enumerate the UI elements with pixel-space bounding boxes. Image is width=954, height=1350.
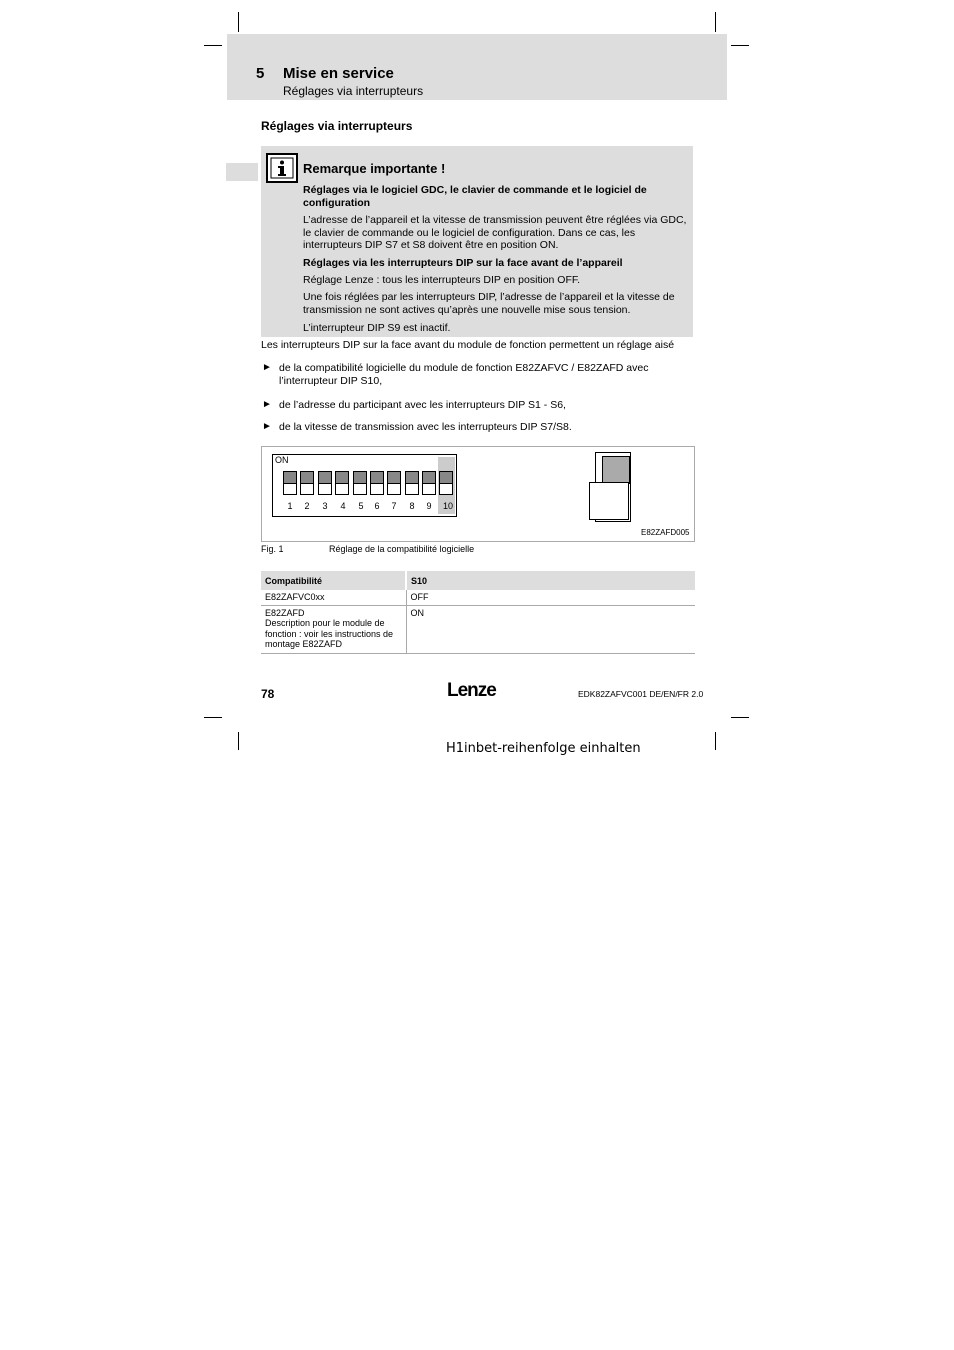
chapter-title: Mise en service (283, 65, 394, 82)
switch-number: 10 (442, 501, 453, 511)
note-title: Remarque importante ! (303, 161, 446, 176)
page-number: 78 (261, 687, 275, 701)
note-paragraph: L’adresse de l’appareil et la vitesse de transmission peuvent être réglées via GDC, le clavier de commande ou le logiciel de configuration. Dans ce cas, les interrupteurs DIP S7 et S8 doivent être en position ON. (303, 214, 687, 251)
crop-mark (238, 732, 239, 750)
switch-number: 5 (358, 501, 364, 511)
compatibility-table (261, 571, 695, 654)
list-item: de la compatibilité logicielle du module de fonction E82ZAFVC / E82ZAFD avec l’interrupteur DIP S10, (279, 362, 649, 387)
crop-mark (731, 717, 749, 718)
switch-number: 8 (409, 501, 415, 511)
switch-detail-on-zone (602, 456, 630, 484)
dip-on-label: ON (275, 455, 289, 465)
document-code: EDK82ZAFVC001 DE/EN/FR 2.0 (578, 689, 704, 699)
note-heading-dip: Réglages via les interrupteurs DIP sur la face avant de l’appareil (303, 257, 623, 269)
chapter-number: 5 (256, 65, 265, 82)
switch-number: 1 (287, 501, 293, 511)
lenze-logo: Lenze (447, 680, 496, 701)
switch-number: 3 (322, 501, 328, 511)
intro-paragraph: Les interrupteurs DIP sur la face avant du module de fonction permettent un réglage aisé (261, 339, 675, 351)
note-paragraph: Une fois réglées par les interrupteurs DIP, l’adresse de l’appareil et la vitesse de transmission ne sont actives qu’après une nouvelle mise sous tension. (303, 291, 675, 316)
bullet-arrow-icon: ► (262, 362, 272, 373)
figure-code: E82ZAFD005 (641, 528, 690, 537)
note-heading-software: Réglages via le logiciel GDC, le clavier de commande et le logiciel de configuration (303, 184, 647, 209)
list-item: de la vitesse de transmission avec les interrupteurs DIP S7/S8. (279, 421, 572, 433)
dip-switch (300, 471, 314, 495)
table-row (261, 590, 695, 605)
table-header-cell: Compatibilité (261, 571, 406, 590)
table-cell: OFF (406, 590, 695, 605)
note-paragraph: L’interrupteur DIP S9 est inactif. (303, 322, 451, 334)
switch-number: 6 (374, 501, 380, 511)
figure-caption-text: Réglage de la compatibilité logicielle (329, 544, 475, 554)
dip-switch (405, 471, 419, 495)
dip-switch (335, 471, 349, 495)
table-cell: ON (406, 605, 695, 653)
dip-switch (422, 471, 436, 495)
table-cell-line: E82ZAFD (265, 607, 305, 618)
table-cell (261, 605, 406, 653)
crop-mark (238, 12, 239, 32)
table-header-row (261, 571, 695, 590)
dip-switch (318, 471, 332, 495)
crop-mark (204, 45, 222, 46)
bullet-arrow-icon: ► (262, 399, 272, 410)
table-cell-line: Description pour le module de fonction : voir les instructions de montage E82ZAFD (265, 618, 394, 649)
chapter-subtitle: Réglages via interrupteurs (283, 84, 424, 98)
switch-number: 7 (391, 501, 397, 511)
dip-switch (387, 471, 401, 495)
section-heading: Réglages via interrupteurs (261, 119, 413, 133)
dip-switch (439, 471, 453, 495)
dip-switch (370, 471, 384, 495)
crop-mark (715, 12, 716, 32)
info-icon (266, 153, 298, 183)
switch-number: 9 (426, 501, 432, 511)
table-header-cell: S10 (406, 571, 695, 590)
note-paragraph: Réglage Lenze : tous les interrupteurs DIP en position OFF. (303, 274, 581, 286)
crop-mark (204, 717, 222, 718)
bullet-arrow-icon: ► (262, 421, 272, 432)
table-cell: E82ZAFVC0xx (261, 590, 406, 605)
switch-detail-knob (589, 482, 629, 520)
dip-switch (353, 471, 367, 495)
list-item: de l’adresse du participant avec les interrupteurs DIP S1 - S6, (279, 399, 566, 411)
printer-note: H1inbet-reihenfolge einhalten (446, 741, 641, 756)
crop-mark (731, 45, 749, 46)
crop-mark (715, 732, 716, 750)
figure-caption-number: Fig. 1 (261, 544, 284, 554)
table-row (261, 605, 695, 653)
switch-number: 4 (340, 501, 346, 511)
switch-number: 2 (304, 501, 310, 511)
side-tab (226, 163, 258, 181)
dip-switch (283, 471, 297, 495)
